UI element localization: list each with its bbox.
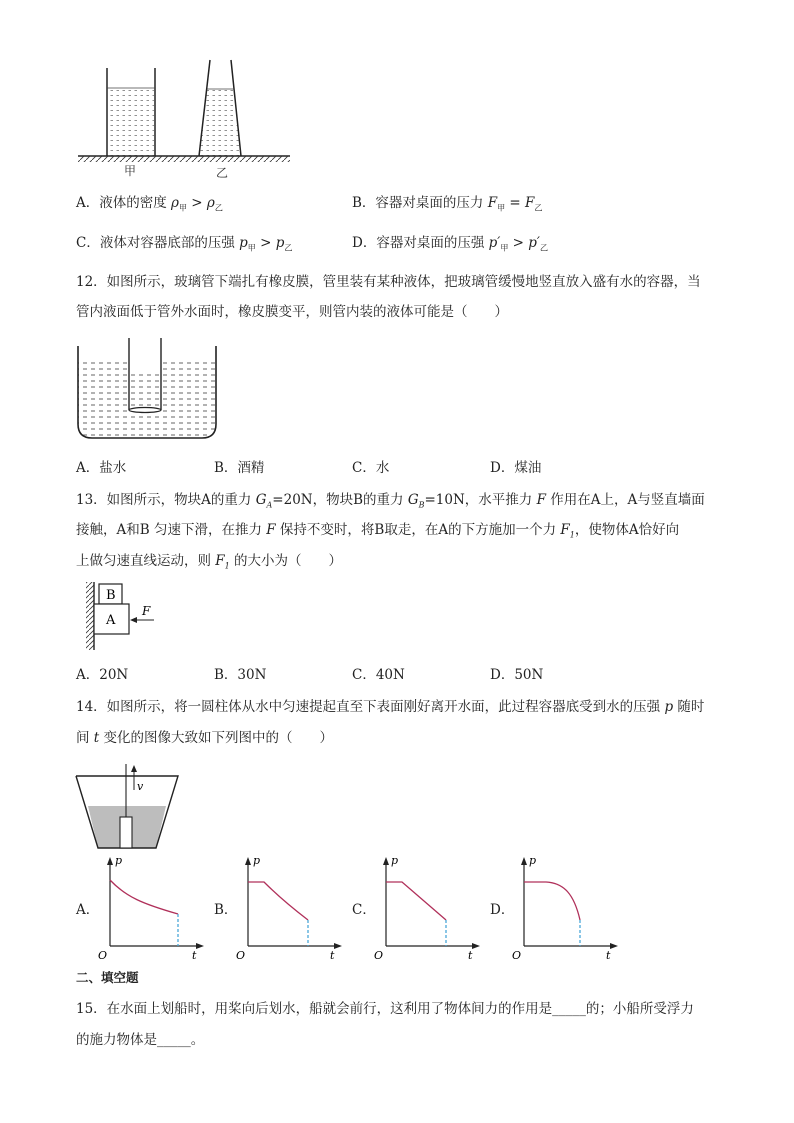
axis-label-t: t — [468, 949, 473, 962]
q12-option-a: A．盐水 — [76, 460, 127, 476]
x-axis-arrow — [610, 943, 618, 949]
q14-graph — [374, 852, 484, 962]
x-axis-arrow — [334, 943, 342, 949]
axis-label-p: p — [115, 854, 123, 867]
force-f-label: F — [142, 604, 151, 618]
container-yi — [199, 60, 241, 156]
q14-option-label: B． — [214, 902, 238, 918]
q13-stem-line1: 13．如图所示，物块A的重力 $G_A=20N$，物块B的重力 $G_B=10N$，水平推力 F 作用在A上，A与竖直墙面 — [76, 492, 705, 510]
q13-option-b: B．30N — [214, 667, 267, 683]
q15-stem-line1: 15．在水面上划船时，用桨向后划水，船就会前行，这利用了物体间力的作用是_____的；小船所受浮力 — [76, 1001, 694, 1017]
block-a-label: A — [106, 613, 116, 628]
q12-figure — [74, 336, 220, 442]
q14-option-label: D． — [490, 902, 515, 918]
q14-figure — [74, 756, 180, 852]
section-title: 二、填空题 — [76, 970, 139, 985]
q11-option-a: A．液体的密度 $\rho_甲 > \rho_乙$ — [76, 195, 223, 213]
q12-stem-line1: 12．如图所示，玻璃管下端扎有橡皮膜，管里装有某种液体，把玻璃管缓慢地竖直放入盛有水的容器，当 — [76, 274, 701, 290]
axis-label-origin: O — [512, 949, 522, 962]
q14-graph — [98, 852, 208, 962]
q13-option-d: D．50N — [490, 667, 544, 683]
q14-graph — [236, 852, 346, 962]
q11-option-d: D．容器对桌面的压强 $p'_甲 > p'_乙$ — [352, 235, 548, 253]
axis-label-p: p — [253, 854, 261, 867]
q14-graph — [512, 852, 622, 962]
q11-option-b: B．容器对桌面的压力 $F_甲 = F_乙$ — [352, 195, 543, 213]
container-jia — [107, 68, 155, 156]
pressure-curve — [110, 880, 178, 914]
pressure-curve — [248, 882, 308, 920]
q12-option-c: C．水 — [352, 460, 390, 476]
axis-label-origin: O — [98, 949, 108, 962]
q14-stem-line2: 间 t 变化的图像大致如下列图中的（ ） — [76, 730, 334, 746]
y-axis-arrow — [245, 857, 251, 865]
q14-option-label: C． — [352, 902, 376, 918]
q11-figure — [74, 58, 296, 180]
x-axis-arrow — [196, 943, 204, 949]
axis-label-origin: O — [236, 949, 246, 962]
pressure-curve — [524, 882, 580, 920]
label-jia: 甲 — [124, 164, 137, 178]
y-axis-arrow — [521, 857, 527, 865]
q11-option-c: C．液体对容器底部的压强 $p_甲 > p_乙$ — [76, 235, 293, 253]
pressure-curve — [386, 882, 446, 920]
axis-label-t: t — [192, 949, 197, 962]
q13-option-a: A．20N — [76, 667, 129, 683]
q12-stem-line2: 管内液面低于管外水面时，橡皮膜变平，则管内装的液体可能是（ ） — [76, 304, 508, 320]
velocity-label: v — [137, 780, 144, 793]
axis-label-t: t — [330, 949, 335, 962]
axis-label-origin: O — [374, 949, 384, 962]
axis-label-p: p — [391, 854, 399, 867]
q13-stem-line2: 接触，A和B 匀速下滑，在推力 F 保持不变时，将B取走，在A的下方施加一个力 $F_1$，使物体A恰好向 — [76, 522, 680, 540]
q14-option-label: A． — [76, 902, 100, 918]
q13-figure — [84, 580, 160, 652]
axis-label-t: t — [606, 949, 611, 962]
y-axis-arrow — [383, 857, 389, 865]
q13-option-c: C．40N — [352, 667, 405, 683]
q12-option-b: B．酒精 — [214, 460, 265, 476]
axis-label-p: p — [529, 854, 537, 867]
y-axis-arrow — [107, 857, 113, 865]
q13-stem-line3: 上做匀速直线运动，则 $F_1$ 的大小为（ ） — [76, 553, 343, 571]
q12-option-d: D．煤油 — [490, 460, 542, 476]
q14-stem-line1: 14．如图所示，将一圆柱体从水中匀速提起直至下表面刚好离开水面，此过程容器底受到水的压强 p 随时 — [76, 699, 705, 715]
x-axis-arrow — [472, 943, 480, 949]
block-b-label: B — [106, 588, 116, 603]
label-yi: 乙 — [216, 166, 229, 180]
q15-stem-line2: 的施力物体是_____。 — [76, 1032, 205, 1048]
